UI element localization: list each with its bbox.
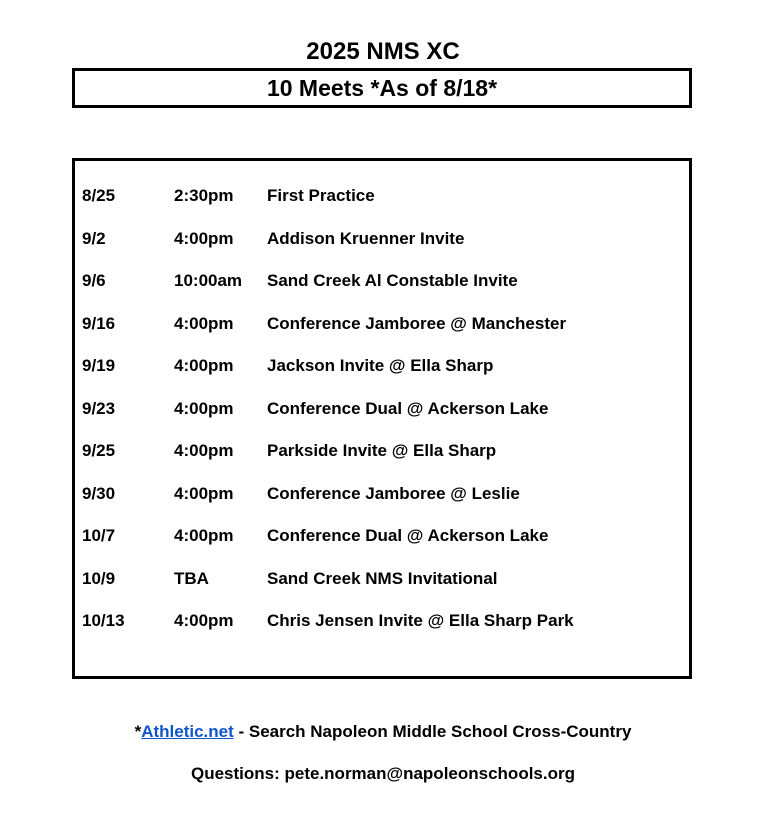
row-event: Conference Jamboree @ Manchester xyxy=(267,314,567,333)
meets-summary: 10 Meets *As of 8/18* xyxy=(266,75,498,101)
row-time: 4:00pm xyxy=(174,526,234,545)
row-event: Addison Kruenner Invite xyxy=(267,229,465,248)
schedule-row xyxy=(75,354,689,378)
meets-summary-box xyxy=(72,68,692,108)
row-event: Conference Jamboree @ Leslie xyxy=(267,484,520,503)
schedule-row xyxy=(75,439,689,463)
schedule-row xyxy=(75,567,689,591)
row-time: 2:30pm xyxy=(174,186,234,205)
row-date: 10/9 xyxy=(82,569,116,588)
row-date: 9/2 xyxy=(82,229,106,248)
schedule-row xyxy=(75,397,689,421)
row-time: 4:00pm xyxy=(174,441,234,460)
row-event: Sand Creek Al Constable Invite xyxy=(267,271,518,290)
schedule-row xyxy=(75,227,689,251)
schedule-row xyxy=(75,524,689,548)
row-time: 4:00pm xyxy=(174,611,234,630)
search-instruction: - Search Napoleon Middle School Cross-Country xyxy=(233,722,632,741)
schedule-row xyxy=(75,269,689,293)
athletic-net-note xyxy=(0,721,761,743)
row-time: 4:00pm xyxy=(174,356,234,375)
schedule-table xyxy=(72,158,692,679)
row-date: 9/6 xyxy=(82,271,106,290)
schedule-row xyxy=(75,184,689,208)
row-date: 9/19 xyxy=(82,356,116,375)
row-event: Jackson Invite @ Ella Sharp xyxy=(267,356,494,375)
row-date: 10/13 xyxy=(82,611,125,630)
page-title: 2025 NMS XC xyxy=(306,38,460,65)
row-event: Chris Jensen Invite @ Ella Sharp Park xyxy=(267,611,574,630)
row-date: 10/7 xyxy=(82,526,116,545)
row-date: 9/16 xyxy=(82,314,116,333)
row-time: TBA xyxy=(174,569,209,588)
schedule-row xyxy=(75,609,689,633)
row-event: First Practice xyxy=(267,186,375,205)
row-time: 4:00pm xyxy=(174,314,234,333)
row-event: Sand Creek NMS Invitational xyxy=(267,569,498,588)
schedule-row xyxy=(75,312,689,336)
row-time: 10:00am xyxy=(174,271,243,290)
row-time: 4:00pm xyxy=(174,484,234,503)
row-event: Conference Dual @ Ackerson Lake xyxy=(267,526,549,545)
row-event: Conference Dual @ Ackerson Lake xyxy=(267,399,549,418)
row-time: 4:00pm xyxy=(174,399,234,418)
row-date: 8/25 xyxy=(82,186,116,205)
athletic-net-link[interactable]: Athletic.net xyxy=(141,722,234,741)
asterisk: * xyxy=(134,722,142,741)
row-time: 4:00pm xyxy=(174,229,234,248)
row-date: 9/25 xyxy=(82,441,116,460)
row-event: Parkside Invite @ Ella Sharp xyxy=(267,441,497,460)
row-date: 9/30 xyxy=(82,484,116,503)
row-date: 9/23 xyxy=(82,399,116,418)
questions-contact: Questions: pete.norman@napoleonschools.org xyxy=(190,764,575,783)
schedule-row xyxy=(75,482,689,506)
